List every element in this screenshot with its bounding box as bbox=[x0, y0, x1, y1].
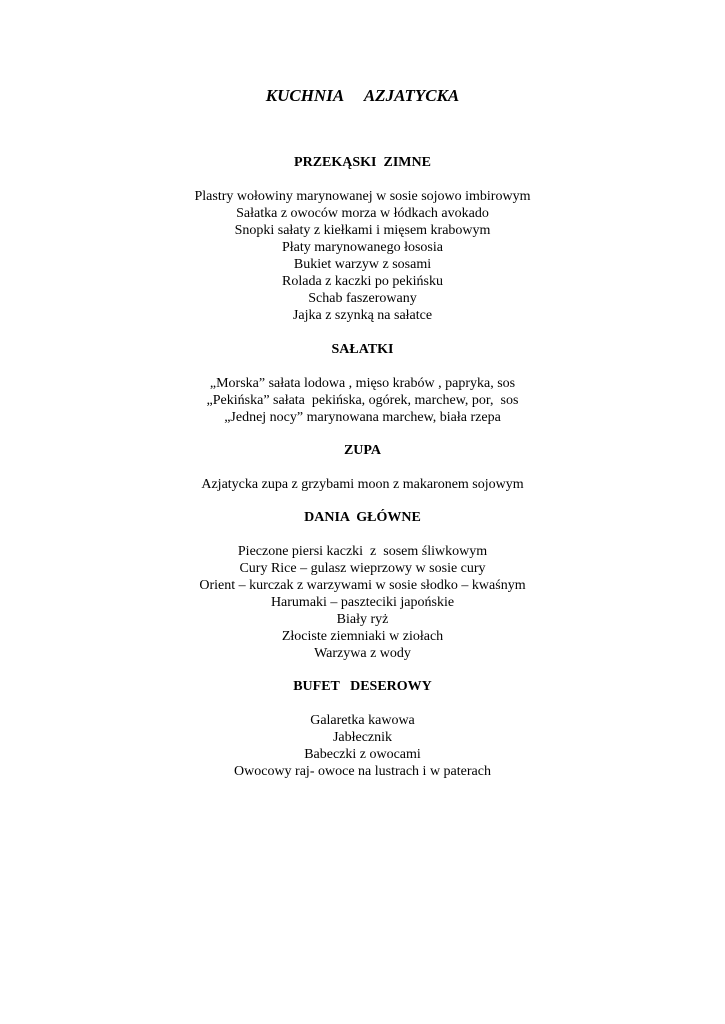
dish-item: „Morska” sałata lodowa , mięso krabów , papryka, sos bbox=[209, 376, 516, 391]
dish-item: Warzywa z wody bbox=[314, 646, 411, 661]
dish-item: Sałatka z owoców morza w łódkach avokado bbox=[236, 206, 489, 221]
dish-item: Babeczki z owocami bbox=[304, 747, 421, 762]
dish-list bbox=[0, 188, 725, 324]
dish-item: Bukiet warzyw z sosami bbox=[293, 257, 432, 272]
dish-item: Orient – kurczak z warzywami w sosie słodko – kwaśnym bbox=[199, 578, 526, 593]
dish-item: „Pekińska” sałata pekińska, ogórek, marchew, por, sos bbox=[206, 393, 519, 408]
dish-item: Płaty marynowanego łososia bbox=[282, 240, 443, 255]
dish-item: Pieczone piersi kaczki z sosem śliwkowym bbox=[237, 544, 488, 559]
dish-list bbox=[0, 375, 725, 426]
dish-item: Jajka z szynką na sałatce bbox=[292, 308, 433, 323]
section-heading: SAŁATKI bbox=[331, 342, 394, 357]
menu-section bbox=[0, 509, 725, 662]
section-heading: BUFET DESEROWY bbox=[293, 679, 432, 694]
page-title: KUCHNIA AZJATYCKA bbox=[265, 86, 460, 105]
dish-item: Galaretka kawowa bbox=[310, 713, 415, 728]
dish-item: Rolada z kaczki po pekińsku bbox=[282, 274, 443, 289]
dish-item: Biały ryż bbox=[336, 612, 389, 627]
dish-item: Schab faszerowany bbox=[308, 291, 417, 306]
menu-section bbox=[0, 678, 725, 780]
dish-item: Snopki sałaty z kiełkami i mięsem krabowym bbox=[234, 223, 491, 238]
dish-item: Owocowy raj- owoce na lustrach i w paterach bbox=[234, 764, 491, 779]
dish-list bbox=[0, 712, 725, 780]
dish-item: Harumaki – paszteciki japońskie bbox=[270, 595, 455, 610]
dish-item: Azjatycka zupa z grzybami moon z makaronem sojowym bbox=[201, 477, 524, 492]
menu-section bbox=[0, 341, 725, 426]
dish-list bbox=[0, 476, 725, 493]
menu-section bbox=[0, 154, 725, 324]
section-heading: ZUPA bbox=[343, 443, 382, 458]
section-heading: DANIA GŁÓWNE bbox=[304, 510, 421, 525]
dish-item: „Jednej nocy” marynowana marchew, biała rzepa bbox=[224, 410, 501, 425]
dish-list bbox=[0, 543, 725, 662]
dish-item: Złociste ziemniaki w ziołach bbox=[281, 629, 444, 644]
section-heading: PRZEKĄSKI ZIMNE bbox=[294, 155, 431, 170]
dish-item: Jabłecznik bbox=[332, 730, 393, 745]
dish-item: Plastry wołowiny marynowanej w sosie sojowo imbirowym bbox=[194, 189, 531, 204]
menu-section bbox=[0, 442, 725, 493]
dish-item: Cury Rice – gulasz wieprzowy w sosie cury bbox=[239, 561, 486, 576]
